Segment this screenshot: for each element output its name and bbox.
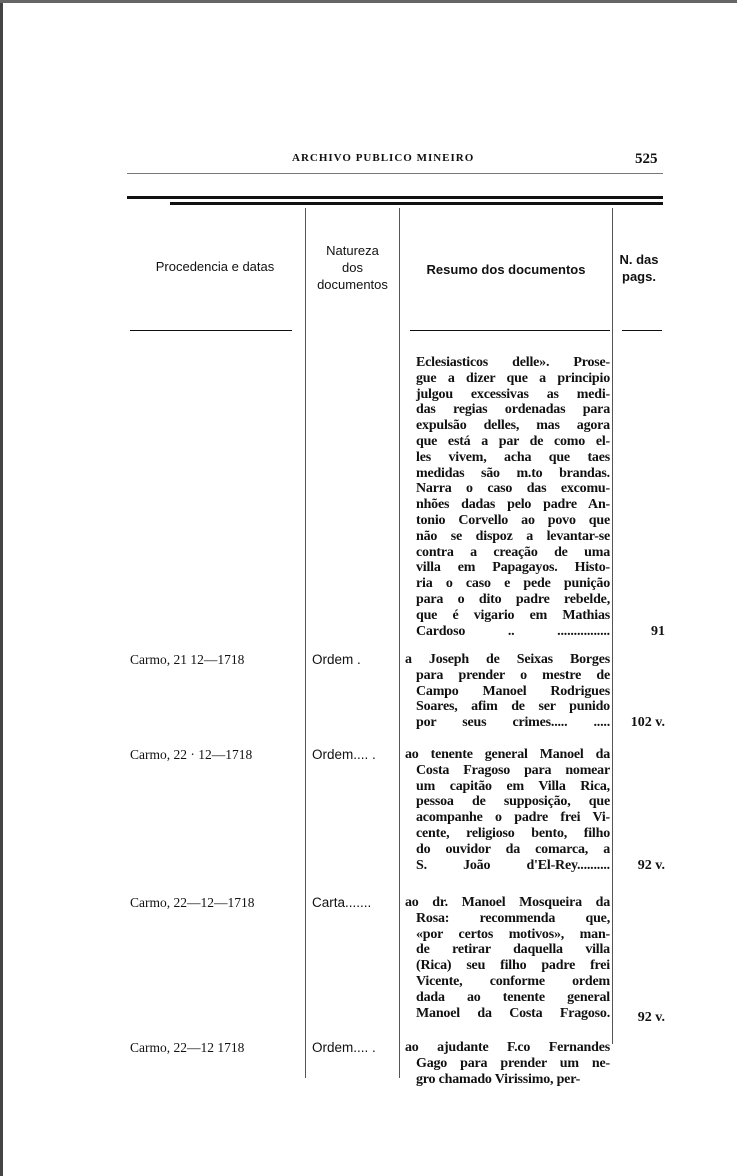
entry-nature: Carta....... [312, 895, 372, 910]
header-double-rule-2 [170, 202, 663, 205]
header-pags [613, 251, 665, 285]
summary-line: ao ajudante F.co Fernandes [405, 1040, 610, 1055]
column-divider [305, 208, 306, 1078]
summary-line: um capitão em Villa Rica, [416, 778, 610, 794]
top-rule [127, 173, 663, 174]
header-pags-line: N. das [619, 252, 659, 267]
summary-line: Rosa: recommenda que, [416, 910, 610, 926]
header-procedencia: Procedencia e datas [155, 259, 275, 274]
scan-edge-mark [0, 0, 3, 1176]
summary-line: que é vigario em Mathias [416, 607, 610, 623]
summary-line: expulsão delles, mas agora [416, 418, 610, 434]
summary-line: Costa Fragoso para nomear [416, 762, 610, 778]
summary-line: Narra o caso das excomu- [416, 481, 610, 497]
summary-line: Cardoso .. ................ [416, 623, 610, 639]
entry-pages: 92 v. [637, 1009, 665, 1025]
header-bottom-rule [622, 330, 662, 331]
summary-line: para prender o mestre de [416, 667, 610, 683]
summary-line: por seus crimes..... ..... [416, 715, 610, 731]
summary-line: dada ao tenente general [416, 989, 610, 1005]
summary-line: do ouvidor da comarca, a [416, 841, 610, 857]
header-bottom-rule [410, 330, 610, 331]
summary-line: Campo Manoel Rodrigues [416, 683, 610, 699]
summary-line: ao dr. Manoel Mosqueira da [405, 895, 610, 910]
entry-date: Carmo, 22 · 12—1718 [130, 747, 253, 762]
summary-line: cente, religioso bento, filho [416, 826, 610, 841]
header-natureza-line: Natureza [326, 243, 379, 258]
summary-line: Gago para prender um ne- [416, 1055, 610, 1071]
summary-line: das regias ordenadas para [416, 402, 610, 418]
summary-line: (Rica) seu filho padre frei [416, 958, 610, 974]
scan-edge-mark [0, 0, 737, 3]
entry-date: Carmo, 21 12—1718 [130, 652, 245, 667]
entry-pages: 91 [651, 623, 665, 639]
summary-line: gro chamado Virissimo, per- [416, 1071, 581, 1087]
entry-date: Carmo, 22—12 1718 [130, 1040, 245, 1055]
header-natureza-line: documentos [317, 277, 388, 292]
summary-line: que está a par de como el- [416, 434, 610, 449]
header-double-rule [127, 196, 663, 199]
summary-line: julgou excessivas as medi- [416, 386, 610, 402]
header-natureza [306, 242, 399, 293]
summary-line: não se dispoz a levantar-se [416, 528, 610, 544]
column-divider [399, 208, 400, 1078]
page-number: 525 [635, 151, 658, 167]
summary-line: «por certos motivos», man- [416, 926, 610, 942]
header-bottom-rule [130, 330, 292, 331]
header-pags-line: pags. [622, 269, 656, 284]
summary-line: les vivem, acha que taes [416, 449, 610, 465]
entry-nature: Ordem.... . [312, 747, 376, 762]
summary-line: ria o caso e pede punição [416, 576, 610, 592]
summary-line: para o dito padre rebelde, [416, 592, 610, 607]
entry-date: Carmo, 22—12—1718 [130, 895, 255, 910]
summary-line: Vicente, conforme ordem [416, 974, 610, 989]
column-divider [612, 208, 613, 1044]
summary-line: acompanhe o padre frei Vi- [416, 810, 610, 826]
summary-line: S. João d'El-Rey.......... [416, 857, 610, 873]
summary-line: a Joseph de Seixas Borges [405, 652, 610, 667]
summary-line: villa em Papagayos. Histo- [416, 560, 610, 576]
summary-line: nhões dadas pelo padre An- [416, 497, 610, 513]
summary-line: Soares, afim de ser punido [416, 699, 610, 715]
summary-line: de retirar daquella villa [416, 942, 610, 958]
summary-line: Manoel da Costa Fragoso. [416, 1005, 610, 1021]
summary-line: pessoa de supposição, que [416, 794, 610, 810]
header-natureza-line: dos [342, 260, 363, 275]
summary-line: medidas são m.to brandas. [416, 465, 610, 481]
entry-pages: 92 v. [637, 857, 665, 873]
summary-line: ao tenente general Manoel da [405, 747, 610, 762]
entry-nature: Ordem.... . [312, 1040, 376, 1055]
summary-line: gue a dizer que a principio [416, 370, 610, 386]
header-resumo: Resumo dos documentos [426, 262, 586, 277]
summary-line: tonio Corvello ao povo que [416, 513, 610, 528]
entry-pages: 102 v. [630, 715, 665, 731]
summary-line: contra a creação de uma [416, 544, 610, 560]
summary-line: Eclesiasticos delle». Prose- [416, 355, 610, 370]
entry-nature: Ordem . [312, 652, 361, 667]
running-head: ARCHIVO PUBLICO MINEIRO [292, 152, 475, 164]
